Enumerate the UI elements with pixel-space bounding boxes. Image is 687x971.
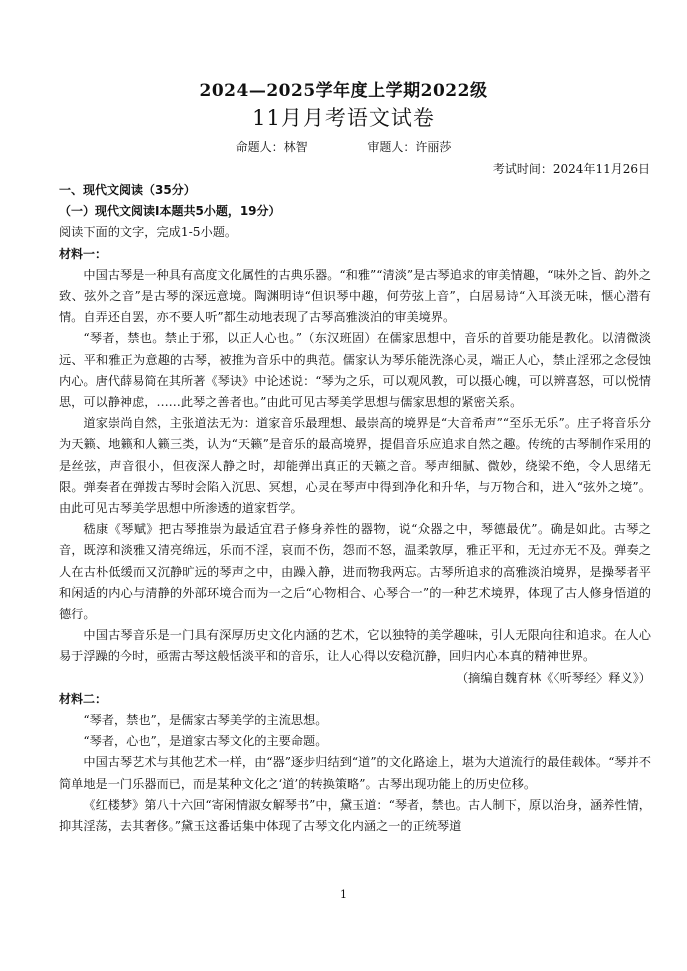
exam-body [59,180,651,837]
material2-label: 材料二： [59,691,108,706]
material1-label: 材料一： [59,246,108,261]
material1-source: （摘编自魏育林《〈听琴经〉释义》） [456,670,651,685]
section-heading: 一、现代文阅读（35分） [59,183,196,197]
exam-authors [0,138,687,155]
material2-line: “琴者，禁也”，是儒家古琴美学的主流思想。 [83,713,328,728]
material2-paragraph: 中国古琴艺术与其他艺术一样，由“器”逐步归结到“道”的文化路途上，堪为大道流行的最佳载体。“琴并不简单地是一门乐器而已，而是某种文化之‘道’的转换策略”。古琴出现功能上的历史位移。 [59,755,651,791]
material1-paragraph: 道家崇尚自然，主张道法无为：道家音乐最理想、最崇高的境界是“大音希声”“至乐无乐”。庄子将音乐分为天籁、地籁和人籁三类，认为“天籁”是音乐的最高境界，提倡音乐应追求自然之趣。传统的古琴制作采用的是丝弦，声音很小，但夜深人静之时，却能弹出真正的天籁之音。琴声细腻、微妙，绕梁不绝，令人思绪无限。弹奏者在弹拨古琴时会陷入沉思、冥想，心灵在琴声中得到净化和升华，与万物合和，进入“弦外之境”。由此可见古琴美学思想中所渗透的道家哲学。 [59,416,651,516]
exam-time: 考试时间：2024年11月26日 [492,162,650,176]
author-label: 命题人：林智 [235,140,308,154]
material1-paragraph: 嵇康《琴赋》把古琴推崇为最适宜君子修身养性的器物，说“众器之中，琴德最优”。确是如此。古琴之音，既淳和淡雅又清亮绵远，乐而不淫，哀而不伤，怨而不怒，温柔敦厚，雅正平和，无过亦无不及。弹奏之人在古朴低缓而又沉静旷远的琴声之中，由躁入静，进而物我两忘。古琴所追求的高雅淡泊境界，是操琴者平和闲适的内心与清静的外部环境合而为一之后“心物相合、心琴合一”的一种艺术境界，体现了古人修身悟道的德行。 [59,522,651,622]
material1-paragraph: “琴者，禁也。禁止于邪，以正人心也。”（东汉班固）在儒家思想中，音乐的首要功能是教化。以清微淡远、平和雅正为意趣的古琴，被推为音乐中的典范。儒家认为琴乐能洗涤心灵，端正人心，禁止淫邪之念侵蚀内心。唐代薛易简在其所著《琴诀》中论述说：“琴为之乐，可以观风教，可以摄心魄，可以辨喜怒，可以悦情思，可以静神虑，……此琴之善者也。”由此可见古琴美学思想与儒家思想的紧密关系。 [59,331,651,410]
exam-title-line1: 2024—2025学年度上学期2022级 [199,81,488,101]
material1-paragraph: 中国古琴音乐是一门具有深厚历史文化内涵的艺术，它以独特的美学趣味，引人无限向往和追求。在人心易于浮躁的今时，亟需古琴这般恬淡平和的音乐，让人心得以安稳沉静，回归内心本真的精神世界。 [59,628,651,664]
material2-paragraph: 《红楼梦》第八十六回“寄闲情淑女解琴书”中，黛玉道：“琴者，禁也。古人制下，原以治身，涵养性情，抑其淫荡，去其奢侈。”黛玉这番话集中体现了古琴文化内涵之一的正统琴道 [59,797,651,834]
material1-paragraph: 中国古琴是一种具有高度文化属性的古典乐器。“和雅”“清淡”是古琴追求的审美情趣，“味外之旨、韵外之致、弦外之音”是古琴的深远意境。陶渊明诗“但识琴中趣，何劳弦上音”，白居易诗“入耳淡无味，惬心潜有情。自弄还自罢，亦不要人听”都生动地表现了古琴高雅淡泊的审美境界。 [59,267,651,325]
material2-line: “琴者，心也”，是道家古琴文化的主要命题。 [83,734,328,749]
subsection-heading: （一）现代文阅读Ⅰ本题共5小题，19分） [59,204,281,219]
exam-title-line2: 11月月考语文试卷 [252,106,435,130]
page-number: 1 [340,888,347,901]
instruction-text: 阅读下面的文字，完成1-5小题。 [59,225,238,240]
reviewer-label: 审题人：许丽莎 [367,140,452,154]
